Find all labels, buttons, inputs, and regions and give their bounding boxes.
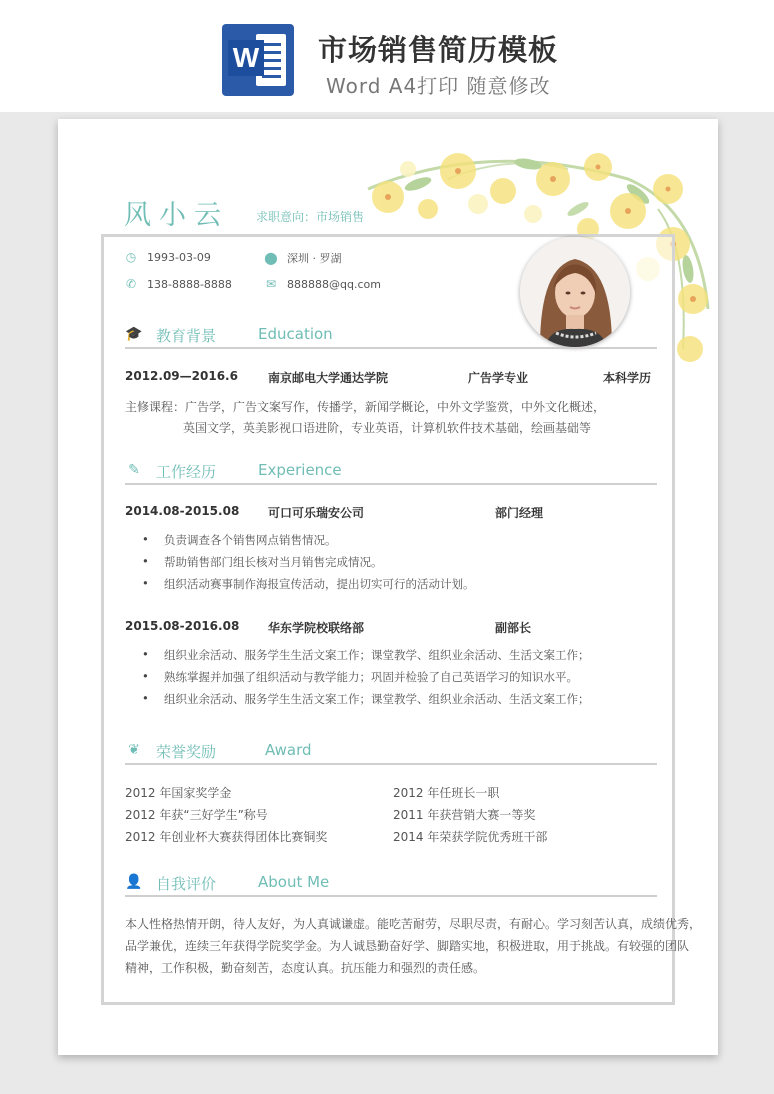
section-title-en: About Me <box>258 873 330 891</box>
work-bullet: • 组织活动赛事制作海报宣传活动，提出切实可行的活动计划。 <box>164 576 475 592</box>
email-address: 888888@qq.com <box>287 278 381 291</box>
award-item: 2012 年任班长一职 <box>393 786 500 800</box>
location-pin-icon: ⬤ <box>264 251 278 265</box>
calendar-icon: ◷ <box>125 250 137 264</box>
banner-subtitle: Word A4打印 随意修改 <box>326 74 551 98</box>
work-bullet: • 组织业余活动、服务学生生活文案工作；课堂教学、组织业余活动、生活文案工作； <box>164 647 590 663</box>
phone-number: 138-8888-8888 <box>147 278 232 291</box>
work-period: 2015.08-2016.08 <box>125 619 240 633</box>
word-logo-letter: W <box>228 40 264 76</box>
work-role: 部门经理 <box>495 506 544 520</box>
section-title-cn: 荣誉奖励 <box>156 743 217 761</box>
edu-school: 南京邮电大学通达学院 <box>268 371 389 385</box>
work-role: 副部长 <box>495 621 532 635</box>
award-item: 2011 年获营销大赛一等奖 <box>393 808 536 822</box>
person-icon: 👤 <box>125 874 143 890</box>
section-education <box>125 323 657 349</box>
resume-page <box>58 119 718 1055</box>
about-line: 本人性格热情开朗，待人友好，为人真诚谦虚。能吃苦耐劳，尽职尽责，有耐心。学习刻苦认真，成绩优秀， <box>125 917 702 931</box>
award-item: 2014 年荣获学院优秀班干部 <box>393 830 548 844</box>
section-award <box>125 739 657 765</box>
info-email <box>264 277 381 291</box>
section-title-en: Experience <box>258 461 342 479</box>
job-intent: 求职意向：市场销售 <box>256 210 365 224</box>
award-item: 2012 年国家奖学金 <box>125 786 232 800</box>
info-birth <box>124 250 211 264</box>
award-item: 2012 年获“三好学生”称号 <box>125 808 268 822</box>
about-line: 品学兼优，连续三年获得学院奖学金。为人诚恳勤奋好学、脚踏实地，积极进取，用于挑战。有较强的团队 <box>125 939 690 953</box>
briefcase-icon: ✎ <box>128 462 140 478</box>
about-line: 精神，工作积极，勤奋刻苦，态度认真。抗压能力和强烈的责任感。 <box>125 961 486 975</box>
info-location <box>264 250 342 266</box>
birth-date: 1993-03-09 <box>147 251 211 264</box>
graduation-cap-icon: 🎓 <box>125 326 143 342</box>
award-item: 2012 年创业杯大赛获得团体比赛铜奖 <box>125 830 328 844</box>
work-company: 可口可乐瑞安公司 <box>268 506 365 520</box>
email-icon: ✉ <box>265 277 277 291</box>
section-title-cn: 工作经历 <box>156 463 217 481</box>
work-bullet: • 负责调查各个销售网点销售情况。 <box>164 532 337 548</box>
edu-courses-line1: 主修课程：广告学，广告文案写作，传播学，新闻学概论，中外文学鉴赏，中外文化概述， <box>125 400 606 414</box>
work-period: 2014.08-2015.08 <box>125 504 240 518</box>
banner-title: 市场销售简历模板 <box>318 33 559 67</box>
section-title-cn: 教育背景 <box>156 327 217 345</box>
edu-courses-line2: 英国文学，英美影视口语进阶，专业英语，计算机软件技术基础，绘画基础等 <box>183 421 592 435</box>
section-work <box>125 459 657 485</box>
edu-major: 广告学专业 <box>468 371 529 385</box>
banner <box>0 0 774 112</box>
word-logo-icon <box>222 24 294 96</box>
work-company: 华东学院校联络部 <box>268 621 365 635</box>
section-title-cn: 自我评价 <box>156 875 217 893</box>
phone-icon: ✆ <box>125 277 137 291</box>
info-phone <box>124 277 232 291</box>
section-about <box>125 871 657 897</box>
work-bullet: • 熟练掌握并加强了组织活动与教学能力；巩固并检验了自己英语学习的知识水平。 <box>164 669 578 685</box>
candidate-name: 风小云 <box>124 200 229 231</box>
section-title-en: Education <box>258 325 333 343</box>
location-text: 深圳 · 罗湖 <box>287 252 342 265</box>
work-bullet: • 组织业余活动、服务学生生活文案工作；课堂教学、组织业余活动、生活文案工作； <box>164 691 590 707</box>
section-title-en: Award <box>265 741 312 759</box>
edu-period: 2012.09—2016.6 <box>125 369 238 383</box>
work-bullet: • 帮助销售部门组长核对当月销售完成情况。 <box>164 554 383 570</box>
leaf-icon: ❦ <box>128 742 140 758</box>
edu-degree: 本科学历 <box>603 371 652 385</box>
